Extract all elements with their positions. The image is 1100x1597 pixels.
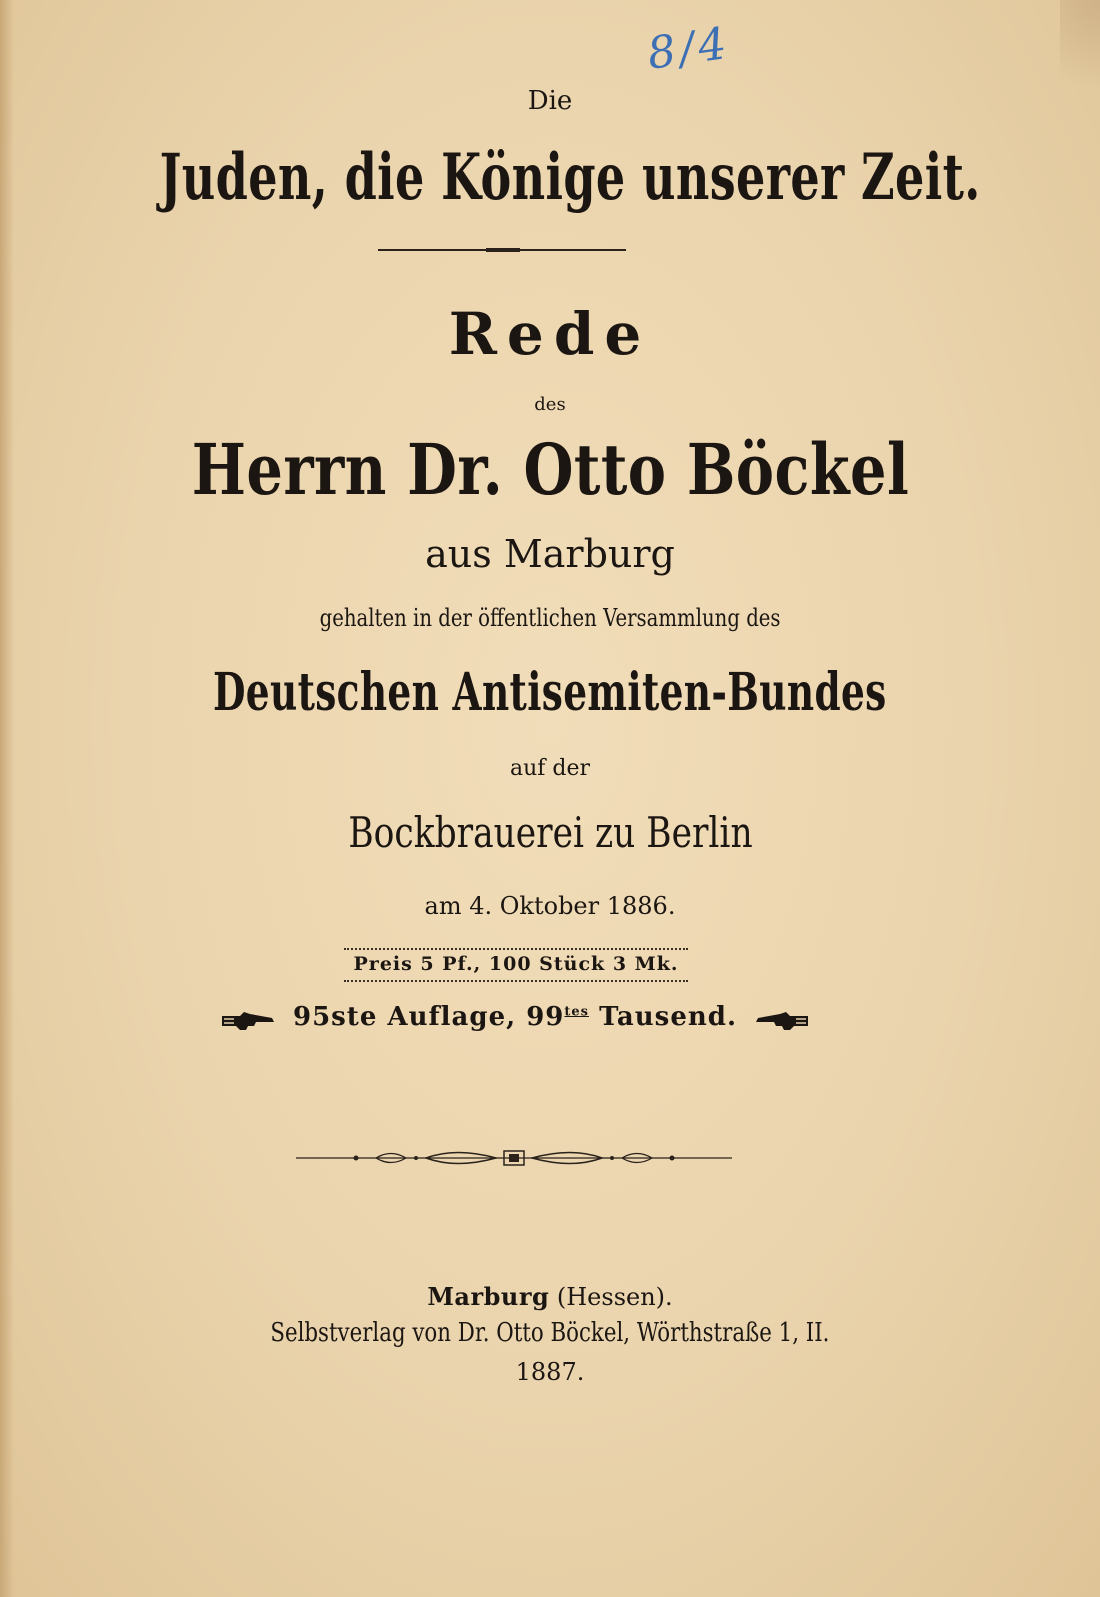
- main-title: [0, 140, 1100, 215]
- auf-der: auf der: [509, 756, 591, 781]
- title-divider: [378, 249, 626, 251]
- imprint-place: Marburg: [427, 1282, 550, 1311]
- speech-des: des: [534, 394, 566, 415]
- speech-label: Rede: [448, 300, 652, 368]
- pointing-hand-right-icon: [220, 1008, 276, 1034]
- organization-name-text: Deutschen Antisemiten-Bundes: [213, 662, 887, 723]
- speaker-name: [0, 428, 1100, 511]
- occasion-text-inner: gehalten in der öffentlichen Versammlung des: [319, 604, 781, 632]
- imprint-region: (Hessen).: [556, 1283, 673, 1311]
- imprint-publisher-text: Selbstverlag von Dr. Otto Böckel, Wörthstraße 1, II.: [270, 1318, 830, 1348]
- edition-text: [276, 1002, 754, 1032]
- edition-suffix: Tausend.: [589, 1002, 737, 1032]
- edition-superscript: tes: [564, 1004, 590, 1020]
- imprint-year: 1887.: [515, 1358, 585, 1386]
- title-article: Die: [527, 86, 573, 116]
- bleed-through-texture: [120, 262, 900, 286]
- occasion-text: [0, 604, 1100, 632]
- ornamental-divider: [296, 1145, 732, 1171]
- edition-prefix: 95ste Auflage, 99: [292, 1002, 565, 1032]
- venue-text: Bockbrauerei zu Berlin: [347, 808, 753, 857]
- speaker-origin: aus Marburg: [425, 532, 675, 576]
- edition-row: [220, 1002, 810, 1042]
- organization-name: [0, 662, 1100, 723]
- imprint-publisher: [0, 1318, 1100, 1348]
- speech-date: am 4. Oktober 1886.: [424, 892, 676, 920]
- speaker-name-text: Herrn Dr. Otto Böckel: [191, 428, 909, 511]
- main-title-text: Juden, die Könige unserer Zeit.: [159, 140, 981, 215]
- handwritten-note: 8/4: [644, 17, 734, 80]
- pointing-hand-left-icon: [754, 1008, 810, 1034]
- imprint-place-line: [0, 1282, 1100, 1311]
- price-label: Preis 5 Pf., 100 Stück 3 Mk.: [344, 948, 688, 982]
- venue: [0, 808, 1100, 857]
